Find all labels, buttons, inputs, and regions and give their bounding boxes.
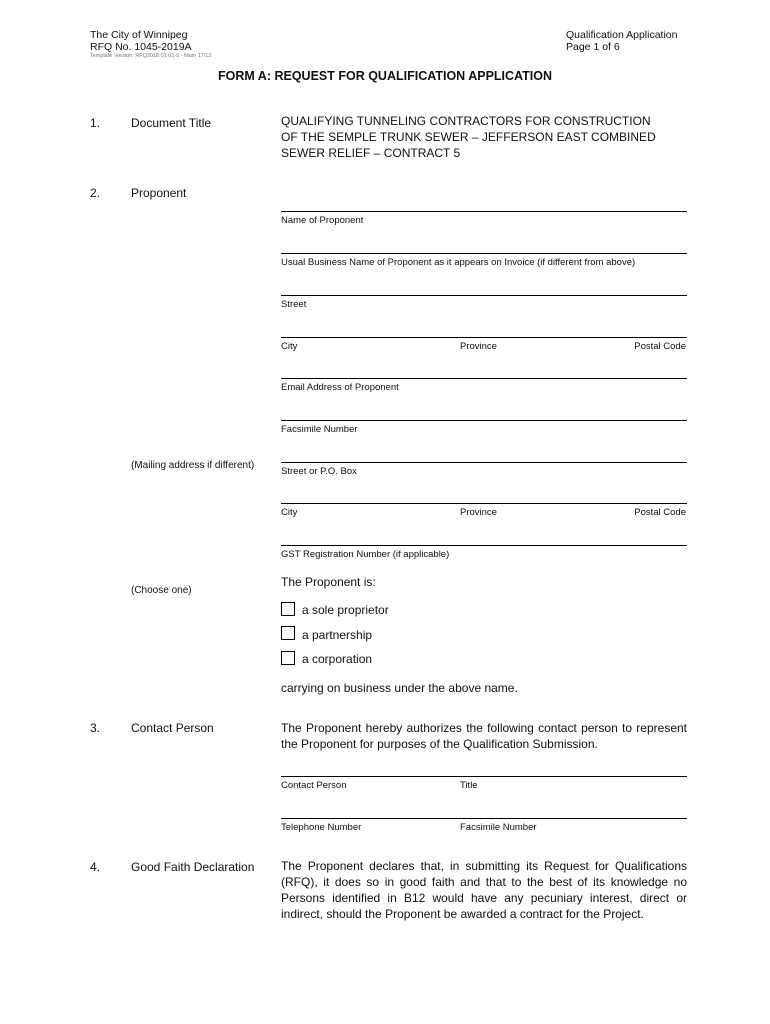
section-4-number: 4. — [90, 860, 101, 874]
title-label: Title — [460, 780, 478, 791]
contact-fax-label: Facsimile Number — [460, 822, 537, 833]
email-label: Email Address of Proponent — [281, 382, 399, 393]
contact-person-label: Contact Person — [281, 780, 347, 791]
mailing-address-note: (Mailing address if different) — [131, 460, 255, 471]
document-title-line-3: SEWER RELIEF – CONTRACT 5 — [281, 146, 461, 160]
mailing-street-line[interactable] — [281, 462, 687, 463]
proponent-name-line[interactable] — [281, 211, 687, 212]
proponent-is-label: The Proponent is: — [281, 575, 376, 589]
mailing-postal-label: Postal Code — [634, 507, 686, 518]
proponent-name-label: Name of Proponent — [281, 215, 364, 226]
section-4-label: Good Faith Declaration — [131, 860, 255, 874]
good-faith-statement: The Proponent declares that, in submitting its Request for Qualifications (RFQ), it does so in good faith and that to the best of its knowledge no Persons identified in B12 would have any pecuniary interest, direct or indirect, should the Proponent be awarded a contract for the Project. — [281, 859, 687, 921]
section-2-label: Proponent — [131, 186, 187, 200]
header-doc-type: Qualification Application — [566, 29, 678, 41]
business-name-line[interactable] — [281, 253, 687, 254]
business-name-label: Usual Business Name of Proponent as it appears on Invoice (if different from above) — [281, 257, 636, 268]
section-1-number: 1. — [90, 116, 101, 130]
mailing-province-label: Province — [460, 507, 497, 518]
email-line[interactable] — [281, 378, 687, 379]
section-2-number: 2. — [90, 186, 101, 200]
document-title-line-2: OF THE SEMPLE TRUNK SEWER – JEFFERSON EAST COMBINED — [281, 130, 656, 144]
gst-label: GST Registration Number (if applicable) — [281, 549, 450, 560]
choose-one-note: (Choose one) — [131, 585, 192, 596]
mailing-city-line[interactable] — [281, 503, 687, 504]
corporation-label: a corporation — [302, 652, 373, 666]
facsimile-label: Facsimile Number — [281, 424, 358, 435]
gst-line[interactable] — [281, 545, 687, 546]
city-label: City — [281, 341, 298, 352]
sole-proprietor-label: a sole proprietor — [302, 603, 389, 617]
street-line[interactable] — [281, 295, 687, 296]
telephone-fax-line[interactable] — [281, 818, 687, 819]
section-3-number: 3. — [90, 721, 101, 735]
mailing-street-label: Street or P.O. Box — [281, 466, 357, 477]
header-page-number: Page 1 of 6 — [566, 41, 620, 53]
section-1-label: Document Title — [131, 116, 212, 130]
partnership-label: a partnership — [302, 628, 373, 642]
contact-title-line[interactable] — [281, 776, 687, 777]
sole-proprietor-checkbox[interactable] — [281, 602, 295, 616]
mailing-city-label: City — [281, 507, 298, 518]
city-province-postal-line[interactable] — [281, 337, 687, 338]
header-template-version: Template Version: RFQ2018 01 01-5 - Main 17/12 — [90, 53, 212, 59]
header-org: The City of Winnipeg — [90, 29, 188, 41]
telephone-label: Telephone Number — [281, 822, 362, 833]
province-label: Province — [460, 341, 497, 352]
postal-code-label: Postal Code — [634, 341, 686, 352]
carrying-on-business-text: carrying on business under the above name. — [281, 681, 518, 695]
contact-person-statement: The Proponent hereby authorizes the following contact person to represent the Proponent for purposes of the Qualification Submission. — [281, 721, 687, 751]
document-title-line-1: QUALIFYING TUNNELING CONTRACTORS FOR CONSTRUCTION — [281, 114, 651, 128]
section-3-label: Contact Person — [131, 721, 214, 735]
form-title: FORM A: REQUEST FOR QUALIFICATION APPLICATION — [217, 69, 552, 83]
header-rfq-number: RFQ No. 1045-2019A — [90, 41, 192, 53]
corporation-checkbox[interactable] — [281, 651, 295, 665]
street-label: Street — [281, 299, 307, 310]
facsimile-line[interactable] — [281, 420, 687, 421]
partnership-checkbox[interactable] — [281, 626, 295, 640]
